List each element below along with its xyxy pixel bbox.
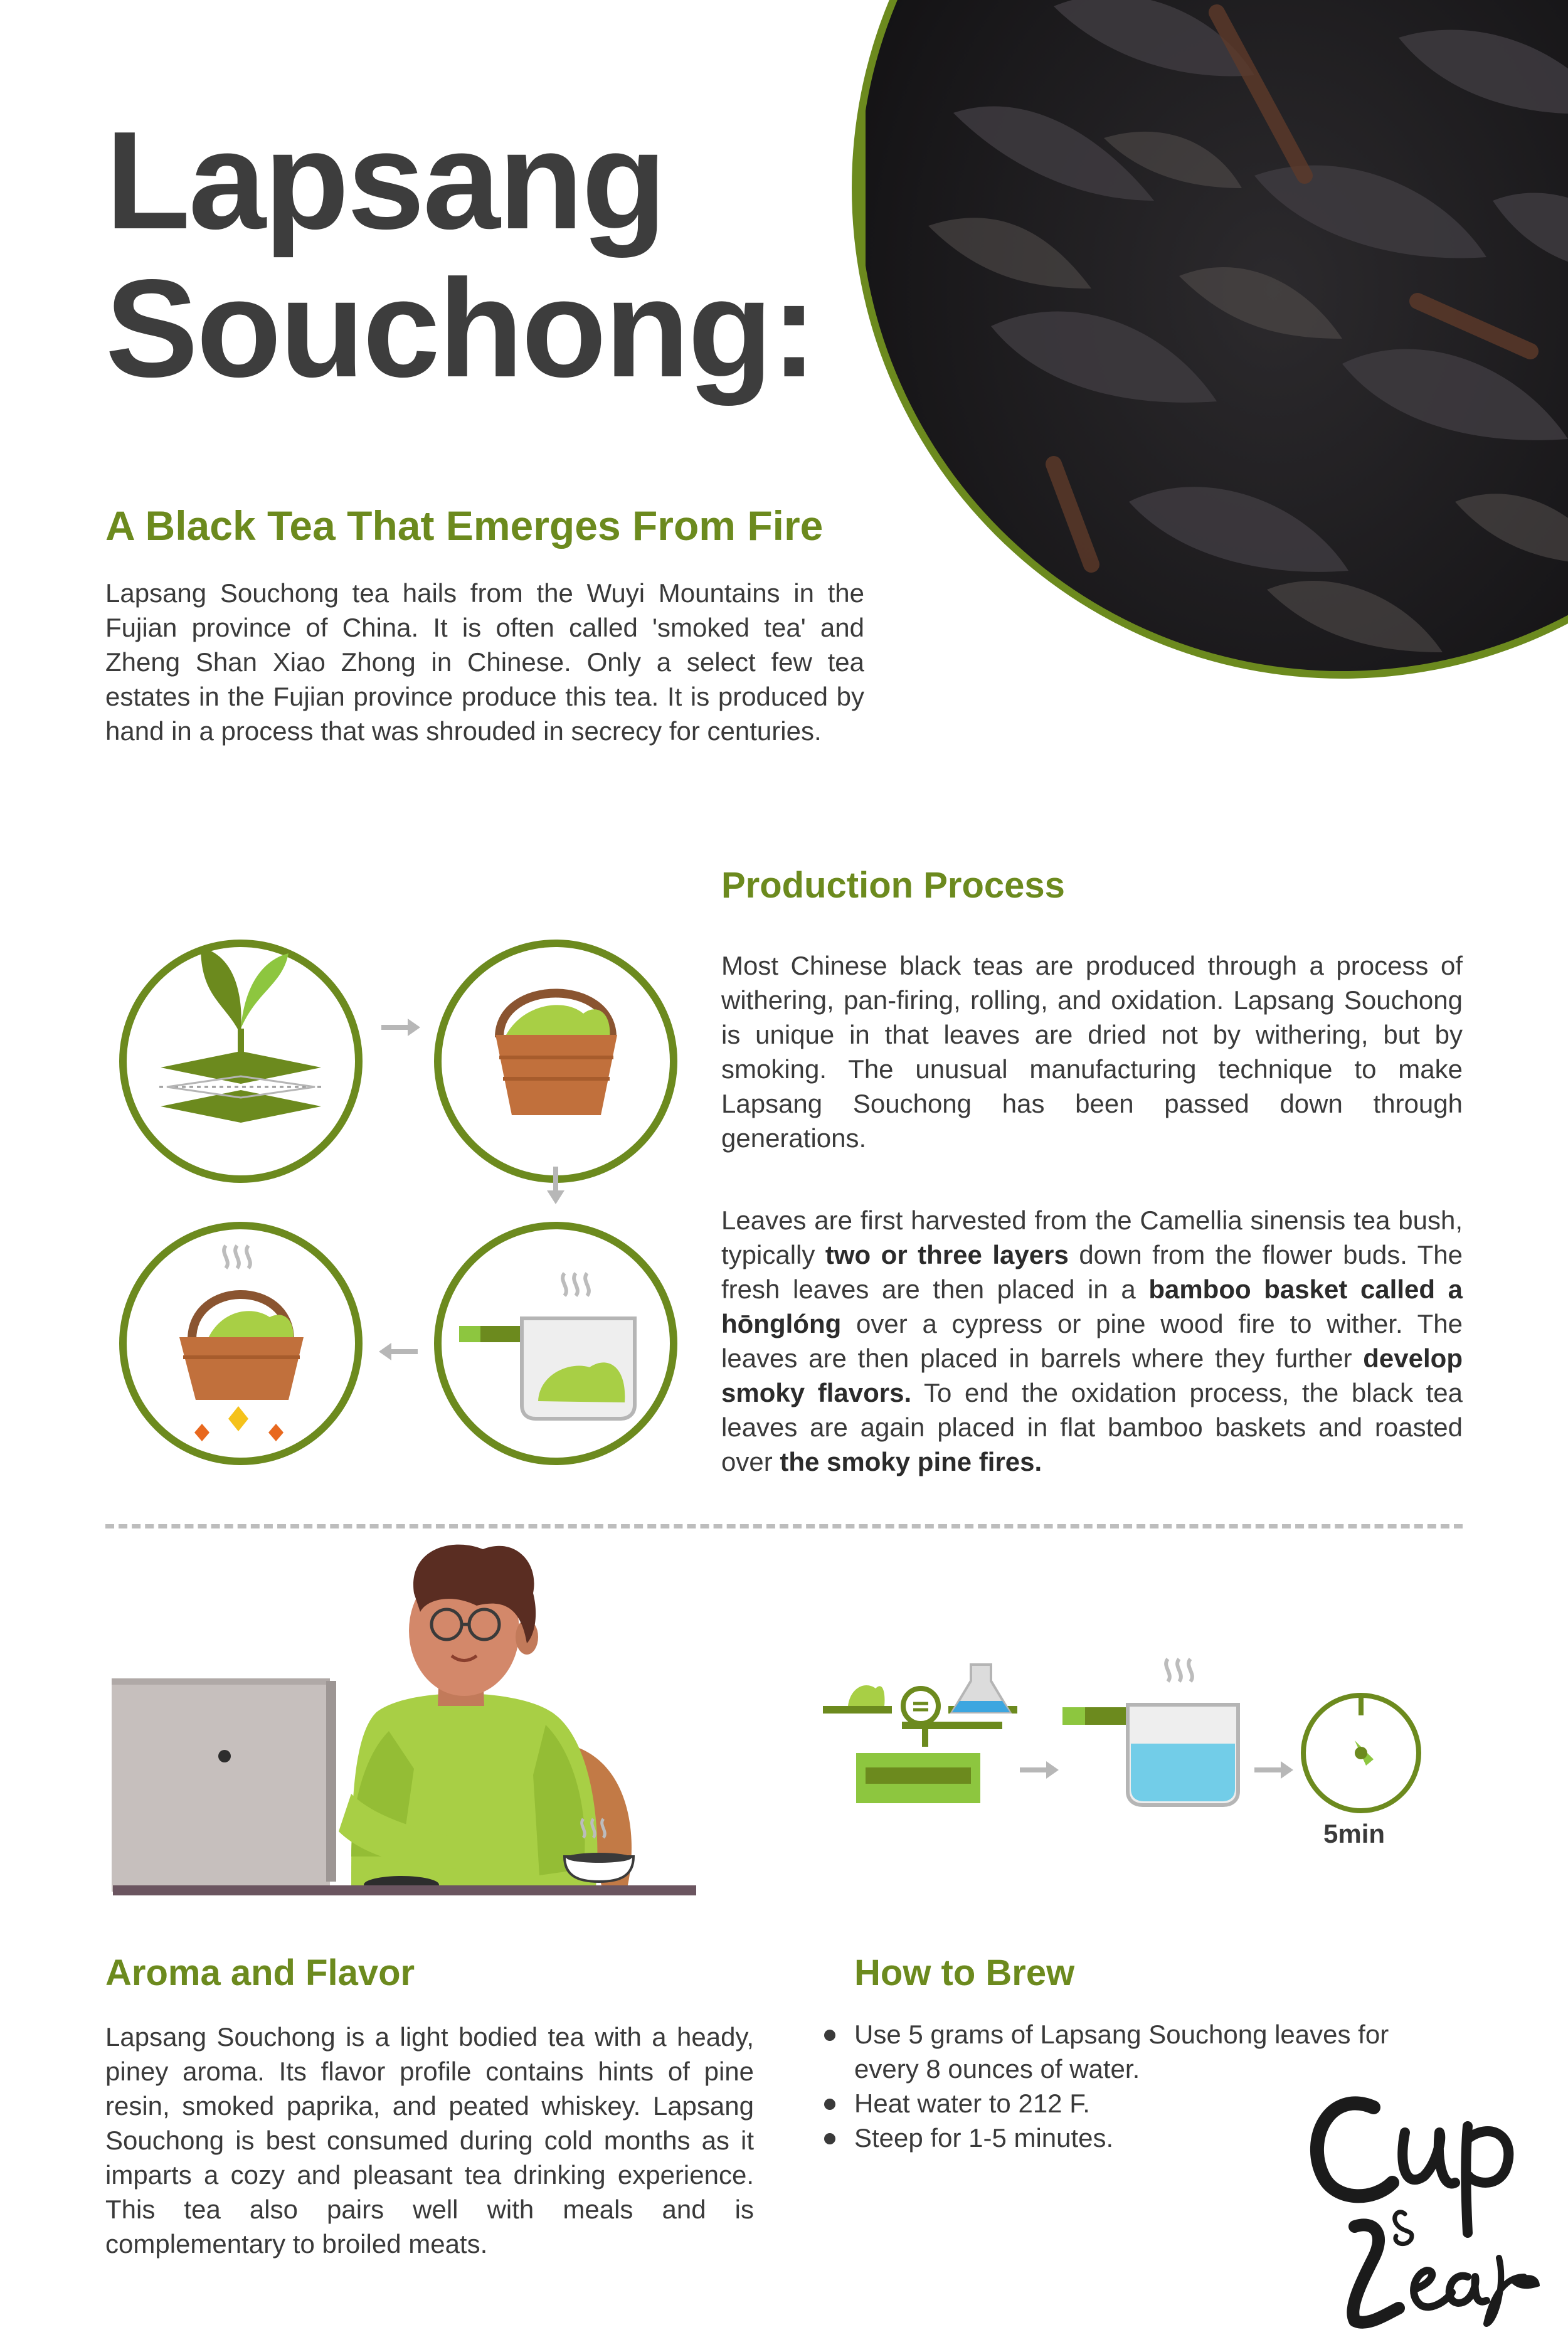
page-subtitle: A Black Tea That Emerges From Fire: [105, 502, 824, 549]
section-divider: [105, 1524, 1463, 1528]
list-item: Steep for 1-5 minutes.: [823, 2121, 1425, 2155]
scale-icon: [823, 1665, 1017, 1803]
page-title: Lapsang Souchong:: [105, 103, 816, 406]
bold-run: the smoky pine fires.: [780, 1447, 1042, 1476]
aroma-paragraph: Lapsang Souchong is a light bodied tea with a heady, piney aroma. Its flavor profile contains hints of pine resin, smoked paprika, and peated whiskey. Lapsang Souchong is best consumed during cold months as it imparts a cozy and pleasant tea drinking experience. This tea also pairs well with meals and is complementary to broiled meats.: [105, 2022, 754, 2259]
timer-label: 5min: [1323, 1819, 1385, 1848]
text-run: down from the flower buds. The fresh leaves are then placed in a: [721, 1240, 1463, 1304]
arrow-icon: [1020, 1761, 1059, 1779]
timer-icon: [1303, 1695, 1419, 1811]
person-at-computer-illustration: [107, 1549, 709, 1907]
list-item: Use 5 grams of Lapsang Souchong leaves for every 8 ounces of water.: [823, 2017, 1425, 2086]
bold-run: bamboo basket called a hōnglóng: [721, 1274, 1463, 1338]
aroma-heading: Aroma and Flavor: [105, 1952, 415, 1993]
pot-water-icon: [1062, 1659, 1238, 1805]
bold-run: two or three layers: [825, 1240, 1069, 1269]
text-run: To end the oxidation process, the black tea leaves are again placed in flat bamboo baskets and roasted over: [721, 1378, 1463, 1476]
brew-heading: How to Brew: [854, 1952, 1075, 1993]
bold-run: develop smoky flavors.: [721, 1343, 1463, 1407]
list-item: Heat water to 212 F.: [823, 2086, 1425, 2121]
cup-and-leaf-logo: [1279, 2070, 1543, 2333]
process-diagram: [0, 878, 690, 1505]
text-run: over a cypress or pine wood fire to wither. The leaves are then placed in barrels where they further: [721, 1309, 1463, 1373]
text-run: Leaves are first harvested from the Camellia sinensis tea bush, typically: [721, 1205, 1463, 1269]
basket-icon: [438, 943, 674, 1179]
arrow-icon: [1254, 1761, 1293, 1779]
sprout-harvest-icon: [123, 943, 359, 1179]
production-heading: Production Process: [721, 865, 1065, 906]
tea-leaves-photo: [866, 0, 1568, 828]
intro-paragraph: Lapsang Souchong tea hails from the Wuyi Mountains in the Fujian province of China. It is often called 'smoked tea' and Zheng Shan Xiao Zhong in Chinese. Only a select few tea estates in the Fujian province produce this tea. It is produced by hand in a process that was shrouded in secrecy for centuries.: [105, 578, 864, 746]
arrow-icon: [379, 1343, 418, 1360]
arrow-icon: [381, 1019, 420, 1036]
brewing-diagram: [815, 1650, 1443, 1838]
production-paragraph-2: [721, 1203, 1463, 1479]
production-paragraph-1: Most Chinese black teas are produced through a process of withering, pan-firing, rolling, and oxidation. Lapsang Souchong is unique in that leaves are dried not by withering, but by smoking. The unusual manufacturing technique to make Lapsang Souchong has been passed down through generations.: [721, 951, 1463, 1153]
pot-steam-icon: [438, 1226, 674, 1461]
basket-fire-icon: [123, 1226, 359, 1461]
